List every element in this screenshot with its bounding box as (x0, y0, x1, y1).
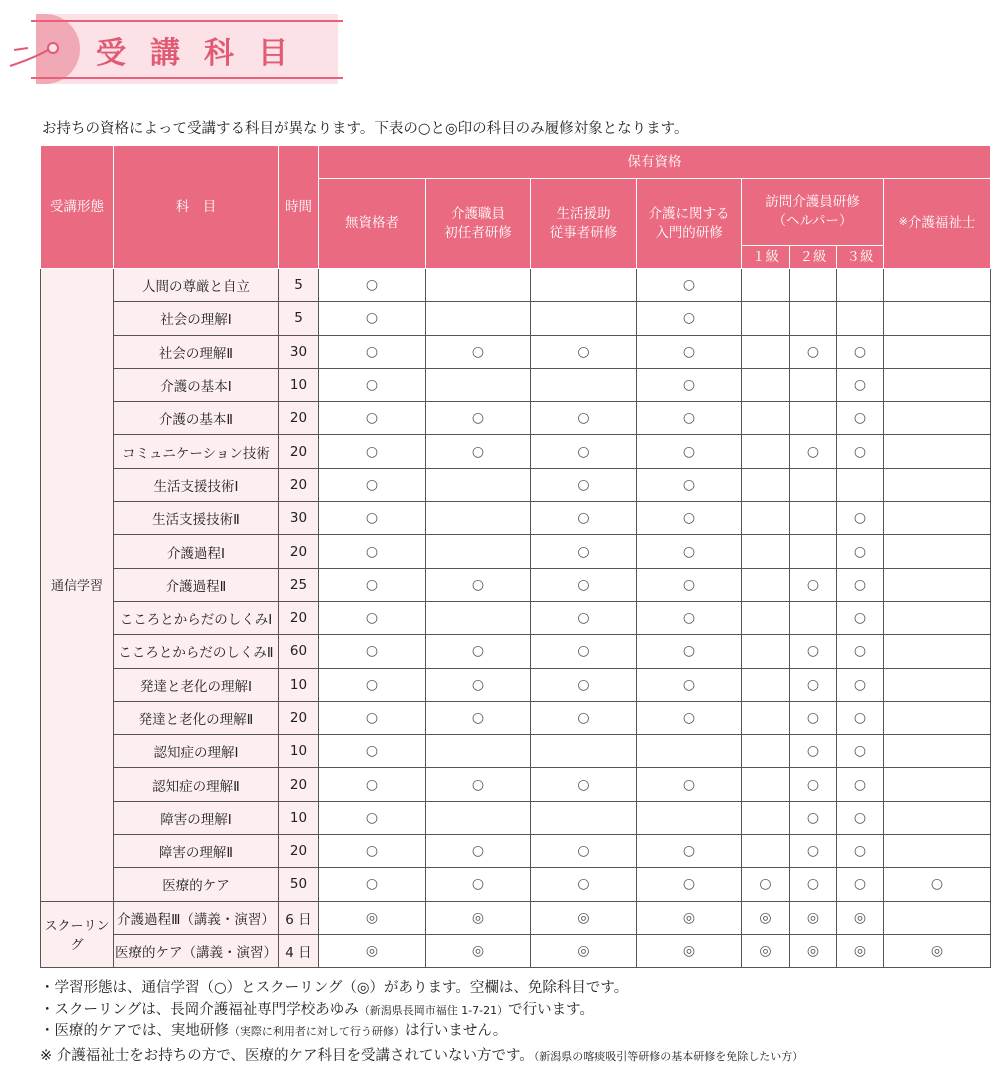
mark-cell (884, 701, 991, 734)
mark-cell: ○ (637, 435, 742, 468)
hours-cell: 20 (279, 535, 319, 568)
mark-cell: ○ (837, 435, 884, 468)
note-1: ・学習形態は、通信学習（○）とスクーリング（◎）があります。空欄は、免除科目です。 (40, 980, 629, 996)
hours-cell: 6 日 (279, 901, 319, 934)
mark-cell: ○ (319, 568, 426, 601)
mark-cell (742, 568, 790, 601)
mark-cell: ○ (790, 701, 837, 734)
mark-cell: ○ (637, 302, 742, 335)
mark-cell: ○ (426, 435, 531, 468)
header-subject: 科 目 (114, 146, 279, 269)
mark-cell (790, 601, 837, 634)
banner-top-line (31, 20, 343, 22)
mark-cell (790, 535, 837, 568)
table-row (41, 435, 991, 468)
subject-cell: こころとからだのしくみⅠ (114, 601, 279, 634)
mark-cell: ○ (637, 668, 742, 701)
mark-cell: ○ (531, 868, 637, 901)
hours-cell: 10 (279, 801, 319, 834)
mark-cell (742, 402, 790, 435)
mark-cell: ○ (790, 435, 837, 468)
mark-cell: ○ (531, 535, 637, 568)
mark-cell: ◎ (742, 934, 790, 967)
mark-cell (531, 801, 637, 834)
mark-cell (884, 568, 991, 601)
mark-cell: ○ (790, 835, 837, 868)
subject-cell: 障害の理解Ⅰ (114, 801, 279, 834)
table-row (41, 368, 991, 401)
mark-cell: ◎ (837, 934, 884, 967)
mark-cell (790, 368, 837, 401)
subject-cell: 医療的ケア (114, 868, 279, 901)
header-grade2: ２級 (790, 246, 837, 269)
header-shoninsha: 介護職員 初任者研修 (426, 179, 531, 269)
mark-cell (884, 601, 991, 634)
header-qualifications: 保有資格 (319, 146, 991, 179)
mark-cell (426, 269, 531, 302)
mark-cell: ○ (837, 635, 884, 668)
mark-cell: ○ (637, 269, 742, 302)
mark-cell: ○ (426, 668, 531, 701)
hours-cell: 5 (279, 269, 319, 302)
header-mode: 受講形態 (41, 146, 114, 269)
mark-cell: ○ (837, 335, 884, 368)
subject-cell: コミュニケーション技術 (114, 435, 279, 468)
mark-cell: ○ (531, 768, 637, 801)
table-row (41, 502, 991, 535)
mode-cell: スクーリング (41, 901, 114, 968)
mark-cell: ○ (837, 768, 884, 801)
mark-cell: ○ (531, 635, 637, 668)
mark-cell: ○ (531, 435, 637, 468)
table-row (41, 735, 991, 768)
note-4: ※ 介護福祉士をお持ちの方で、医療的ケア科目を受講されていない方です。（新潟県の喀痰吸引等研修の基本研修を免除したい方） (40, 1047, 804, 1064)
mark-cell: ○ (837, 535, 884, 568)
mark-cell (637, 735, 742, 768)
mark-cell (742, 601, 790, 634)
mark-cell (742, 768, 790, 801)
section-banner (36, 14, 338, 84)
mark-cell: ○ (637, 768, 742, 801)
mark-cell (742, 435, 790, 468)
mark-cell: ○ (319, 835, 426, 868)
mark-cell: ○ (837, 368, 884, 401)
mark-cell: ○ (837, 668, 884, 701)
mark-cell: ○ (637, 468, 742, 501)
mark-cell: ○ (790, 768, 837, 801)
mark-cell (884, 635, 991, 668)
mark-cell: ○ (837, 568, 884, 601)
mark-cell: ○ (531, 468, 637, 501)
table-row (41, 801, 991, 834)
mark-cell (742, 468, 790, 501)
hours-cell: 20 (279, 601, 319, 634)
hours-cell: 20 (279, 835, 319, 868)
mark-cell: ○ (884, 868, 991, 901)
hours-cell: 30 (279, 335, 319, 368)
mark-cell: ○ (531, 668, 637, 701)
mark-cell: ○ (790, 635, 837, 668)
note-3: ・医療的ケアでは、実地研修（実際に利用者に対して行う研修）は行いません。 (40, 1023, 508, 1039)
mark-cell (884, 835, 991, 868)
mark-cell: ○ (319, 402, 426, 435)
subject-cell: 社会の理解Ⅱ (114, 335, 279, 368)
mark-cell: ○ (837, 735, 884, 768)
mark-cell (742, 835, 790, 868)
mark-cell (790, 402, 837, 435)
header-grade3: ３級 (837, 246, 884, 269)
mark-cell: ○ (319, 735, 426, 768)
mark-cell: ◎ (790, 934, 837, 967)
mark-cell (742, 801, 790, 834)
mark-cell: ◎ (319, 934, 426, 967)
mark-cell: ○ (319, 535, 426, 568)
header-fukushishi: ※介護福祉士 (884, 179, 991, 269)
mark-cell (837, 468, 884, 501)
table-row (41, 568, 991, 601)
mark-cell: ○ (637, 502, 742, 535)
subject-cell: 介護過程Ⅲ（講義・演習） (114, 901, 279, 934)
mark-cell: ○ (790, 335, 837, 368)
mark-cell (884, 468, 991, 501)
mark-cell: ◎ (637, 901, 742, 934)
subject-cell: 介護の基本Ⅰ (114, 368, 279, 401)
mark-cell (884, 668, 991, 701)
mark-cell: ○ (319, 768, 426, 801)
mark-cell: ○ (637, 868, 742, 901)
mark-cell: ○ (319, 468, 426, 501)
mark-cell (531, 302, 637, 335)
mark-cell (742, 668, 790, 701)
mark-cell: ◎ (319, 901, 426, 934)
mark-cell: ◎ (790, 901, 837, 934)
mark-cell: ○ (319, 635, 426, 668)
mark-cell: ○ (531, 601, 637, 634)
mark-cell: ○ (837, 701, 884, 734)
mark-cell: ○ (319, 302, 426, 335)
mark-cell: ○ (319, 335, 426, 368)
mark-cell: ○ (742, 868, 790, 901)
mark-cell: ○ (637, 335, 742, 368)
table-row (41, 768, 991, 801)
mark-cell (884, 269, 991, 302)
mark-cell: ○ (319, 668, 426, 701)
mark-cell (742, 335, 790, 368)
table-row (41, 468, 991, 501)
mark-cell: ○ (319, 601, 426, 634)
table-row (41, 335, 991, 368)
hours-cell: 5 (279, 302, 319, 335)
hours-cell: 4 日 (279, 934, 319, 967)
mark-cell: ○ (426, 635, 531, 668)
subject-cell: 発達と老化の理解Ⅰ (114, 668, 279, 701)
header-hours: 時間 (279, 146, 319, 269)
mark-cell: ○ (637, 635, 742, 668)
mark-cell: ○ (637, 402, 742, 435)
page-title: 受講科目 (96, 36, 312, 71)
mark-cell (426, 735, 531, 768)
table-row (41, 601, 991, 634)
mark-cell: ○ (531, 701, 637, 734)
mark-cell: ○ (790, 568, 837, 601)
mark-cell: ○ (637, 535, 742, 568)
note-2: ・スクーリングは、長岡介護福祉専門学校あゆみ（新潟県長岡市福住 1-7-21）で行います。 (40, 1001, 594, 1018)
table-row (41, 901, 991, 934)
banner-bottom-line (31, 77, 343, 79)
subject-cell: 発達と老化の理解Ⅱ (114, 701, 279, 734)
mark-cell: ○ (531, 502, 637, 535)
mark-cell: ○ (531, 335, 637, 368)
mark-cell (790, 302, 837, 335)
table-row (41, 868, 991, 901)
mark-cell (790, 468, 837, 501)
hours-cell: 60 (279, 635, 319, 668)
mark-cell: ○ (790, 868, 837, 901)
mark-cell: ◎ (837, 901, 884, 934)
mark-cell: ○ (319, 701, 426, 734)
mark-cell: ○ (319, 868, 426, 901)
mark-cell (426, 502, 531, 535)
mark-cell (884, 335, 991, 368)
mark-cell: ○ (837, 601, 884, 634)
mark-cell: ◎ (531, 934, 637, 967)
mark-cell: ◎ (426, 901, 531, 934)
mark-cell: ○ (837, 402, 884, 435)
mark-cell: ○ (837, 502, 884, 535)
hours-cell: 20 (279, 435, 319, 468)
mark-cell (837, 302, 884, 335)
mark-cell (531, 368, 637, 401)
mark-cell: ○ (531, 835, 637, 868)
mark-cell (426, 368, 531, 401)
mark-cell (884, 801, 991, 834)
mark-cell (426, 302, 531, 335)
subject-cell: こころとからだのしくみⅡ (114, 635, 279, 668)
mark-cell: ○ (426, 835, 531, 868)
mark-cell: ○ (319, 435, 426, 468)
subject-cell: 介護の基本Ⅱ (114, 402, 279, 435)
header-grade1: １級 (742, 246, 790, 269)
subject-cell: 障害の理解Ⅱ (114, 835, 279, 868)
hours-cell: 10 (279, 368, 319, 401)
mark-cell: ○ (319, 502, 426, 535)
mark-cell: ○ (637, 601, 742, 634)
mark-cell: ○ (637, 368, 742, 401)
mark-cell (884, 901, 991, 934)
mark-cell: ○ (790, 668, 837, 701)
hours-cell: 20 (279, 701, 319, 734)
mark-cell (884, 435, 991, 468)
mark-cell: ◎ (426, 934, 531, 967)
mark-cell: ○ (426, 402, 531, 435)
subject-cell: 認知症の理解Ⅱ (114, 768, 279, 801)
hours-cell: 20 (279, 768, 319, 801)
mark-cell (837, 269, 884, 302)
mark-cell: ○ (531, 402, 637, 435)
mark-cell: ○ (837, 868, 884, 901)
notes (40, 978, 803, 1067)
subject-cell: 介護過程Ⅱ (114, 568, 279, 601)
mark-cell (790, 269, 837, 302)
mode-cell: 通信学習 (41, 269, 114, 902)
table-row (41, 668, 991, 701)
mark-cell (742, 269, 790, 302)
tag-string-icon (6, 38, 66, 74)
mark-cell (884, 302, 991, 335)
subject-cell: 人間の尊厳と自立 (114, 269, 279, 302)
header-helper: 訪問介護員研修 （ヘルパー） (742, 179, 884, 246)
mark-cell (884, 402, 991, 435)
mark-cell: ○ (319, 269, 426, 302)
mark-cell (426, 535, 531, 568)
mark-cell (742, 735, 790, 768)
intro-text: お持ちの資格によって受講する科目が異なります。下表の○と◎印の科目のみ履修対象となります。 (42, 121, 689, 137)
mark-cell (531, 269, 637, 302)
mark-cell (742, 535, 790, 568)
subject-cell: 生活支援技術Ⅰ (114, 468, 279, 501)
mark-cell: ○ (637, 701, 742, 734)
mark-cell: ◎ (884, 934, 991, 967)
mark-cell: ○ (319, 801, 426, 834)
table-row (41, 701, 991, 734)
mark-cell: ○ (837, 801, 884, 834)
table-row (41, 269, 991, 302)
table-row (41, 535, 991, 568)
mark-cell: ◎ (531, 901, 637, 934)
mark-cell: ○ (837, 835, 884, 868)
mark-cell: ○ (790, 801, 837, 834)
mark-cell (426, 468, 531, 501)
subject-cell: 生活支援技術Ⅱ (114, 502, 279, 535)
mark-cell (742, 302, 790, 335)
hours-cell: 50 (279, 868, 319, 901)
mark-cell: ○ (637, 835, 742, 868)
mark-cell (884, 535, 991, 568)
table-row (41, 635, 991, 668)
mark-cell: ○ (531, 568, 637, 601)
mark-cell (742, 635, 790, 668)
mark-cell (790, 502, 837, 535)
mark-cell (742, 701, 790, 734)
header-seikatsu: 生活援助 従事者研修 (531, 179, 637, 269)
mark-cell (884, 368, 991, 401)
table-row (41, 934, 991, 967)
header-nyumon: 介護に関する 入門的研修 (637, 179, 742, 269)
mark-cell (637, 801, 742, 834)
mark-cell: ○ (426, 335, 531, 368)
mark-cell: ○ (790, 735, 837, 768)
mark-cell: ○ (426, 701, 531, 734)
mark-cell (884, 768, 991, 801)
mark-cell (426, 801, 531, 834)
header-none: 無資格者 (319, 179, 426, 269)
mark-cell (426, 601, 531, 634)
mark-cell (884, 502, 991, 535)
mark-cell (742, 502, 790, 535)
mark-cell (884, 735, 991, 768)
table-row (41, 835, 991, 868)
mark-cell: ◎ (637, 934, 742, 967)
subject-cell: 認知症の理解Ⅰ (114, 735, 279, 768)
course-table (40, 145, 991, 968)
subject-cell: 社会の理解Ⅰ (114, 302, 279, 335)
subject-cell: 医療的ケア（講義・演習） (114, 934, 279, 967)
mark-cell: ○ (426, 768, 531, 801)
hours-cell: 30 (279, 502, 319, 535)
mark-cell: ○ (319, 368, 426, 401)
mark-cell: ○ (426, 868, 531, 901)
table-row (41, 302, 991, 335)
mark-cell: ◎ (742, 901, 790, 934)
mark-cell (531, 735, 637, 768)
hours-cell: 20 (279, 468, 319, 501)
hours-cell: 10 (279, 735, 319, 768)
subject-cell: 介護過程Ⅰ (114, 535, 279, 568)
table-row (41, 402, 991, 435)
hours-cell: 10 (279, 668, 319, 701)
hours-cell: 20 (279, 402, 319, 435)
hours-cell: 25 (279, 568, 319, 601)
mark-cell: ○ (637, 568, 742, 601)
mark-cell (742, 368, 790, 401)
mark-cell: ○ (426, 568, 531, 601)
